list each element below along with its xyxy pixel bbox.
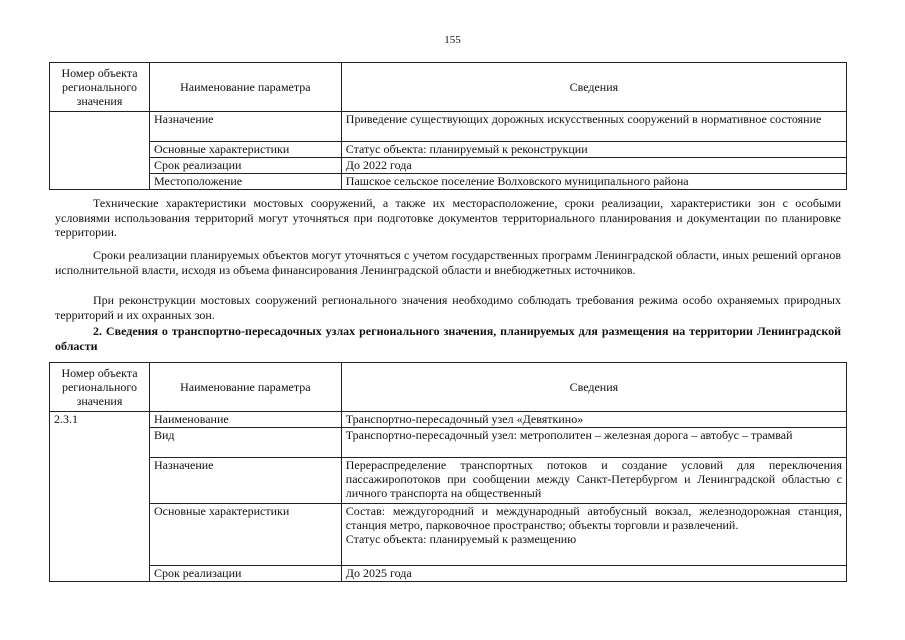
page-number: 155	[444, 34, 461, 46]
header-parameter-name: Наименование параметра	[149, 63, 341, 112]
param-value: Перераспределение транспортных потоков и создание условий для переключения пассажиропотоков при сообщении между Санкт-Петербургом и Ленинградской областью с личного транспорта на общественный	[341, 458, 846, 504]
param-value: Приведение существующих дорожных искусственных сооружений в нормативное состояние	[341, 112, 846, 142]
header-details: Сведения	[341, 363, 846, 412]
param-value: До 2025 года	[341, 566, 846, 582]
param-name: Назначение	[149, 458, 341, 504]
table-row	[50, 112, 847, 142]
status-text: Статус объекта: планируемый к размещению	[345, 532, 577, 546]
table-row	[50, 458, 847, 504]
header-object-number: Номер объекта регионального значения	[50, 363, 150, 412]
param-value	[341, 504, 846, 566]
param-name: Назначение	[149, 112, 341, 142]
param-name: Срок реализации	[149, 158, 341, 174]
table-header-row	[50, 363, 847, 412]
param-value: Пашское сельское поселение Волховского муниципального района	[341, 174, 846, 190]
table-row	[50, 504, 847, 566]
param-name: Вид	[149, 428, 341, 458]
param-name: Основные характеристики	[149, 142, 341, 158]
objects-table-2	[49, 362, 847, 582]
table-row	[50, 142, 847, 158]
object-number-cell	[50, 112, 150, 190]
table-row	[50, 412, 847, 428]
header-parameter-name: Наименование параметра	[149, 363, 341, 412]
param-name: Основные характеристики	[149, 504, 341, 566]
param-value: До 2022 года	[341, 158, 846, 174]
objects-table-1	[49, 62, 847, 190]
header-object-number: Номер объекта регионального значения	[50, 63, 150, 112]
paragraph-reconstruction-requirements: При реконструкции мостовых сооружений регионального значения необходимо соблюдать требования режима особо охраняемых природных территорий и их охранных зон.	[55, 293, 841, 322]
composition-text: Состав: междугородний и международный автобусный вокзал, железнодорожная станция, станция метро, парковочное пространство; объекты торговли и развлечений.	[345, 504, 842, 532]
table-row	[50, 566, 847, 582]
paragraph-bridge-characteristics: Технические характеристики мостовых сооружений, а также их месторасположение, сроки реализации, характеристики зон с особыми условиями использования территорий могут уточняться при подготовке документов территориального планирования и документации по планировке территории.	[55, 196, 841, 239]
table-header-row	[50, 63, 847, 112]
table-row	[50, 158, 847, 174]
param-value: Статус объекта: планируемый к реконструкции	[341, 142, 846, 158]
param-value: Транспортно-пересадочный узел «Девяткино»	[341, 412, 846, 428]
table-row	[50, 174, 847, 190]
param-value: Транспортно-пересадочный узел: метрополитен – железная дорога – автобус – трамвай	[341, 428, 846, 458]
object-number-cell: 2.3.1	[50, 412, 150, 582]
section-heading: 2. Сведения о транспортно-пересадочных узлах регионального значения, планируемых для размещения на территории Ленинградской области	[55, 324, 841, 353]
param-name: Срок реализации	[149, 566, 341, 582]
param-name: Местоположение	[149, 174, 341, 190]
paragraph-implementation-timing: Сроки реализации планируемых объектов могут уточняться с учетом государственных программ Ленинградской области, иных решений органов исполнительной власти, исходя из объема финансирования Ленинградской области и внебюджетных источников.	[55, 248, 841, 277]
header-details: Сведения	[341, 63, 846, 112]
param-name: Наименование	[149, 412, 341, 428]
table-row	[50, 428, 847, 458]
